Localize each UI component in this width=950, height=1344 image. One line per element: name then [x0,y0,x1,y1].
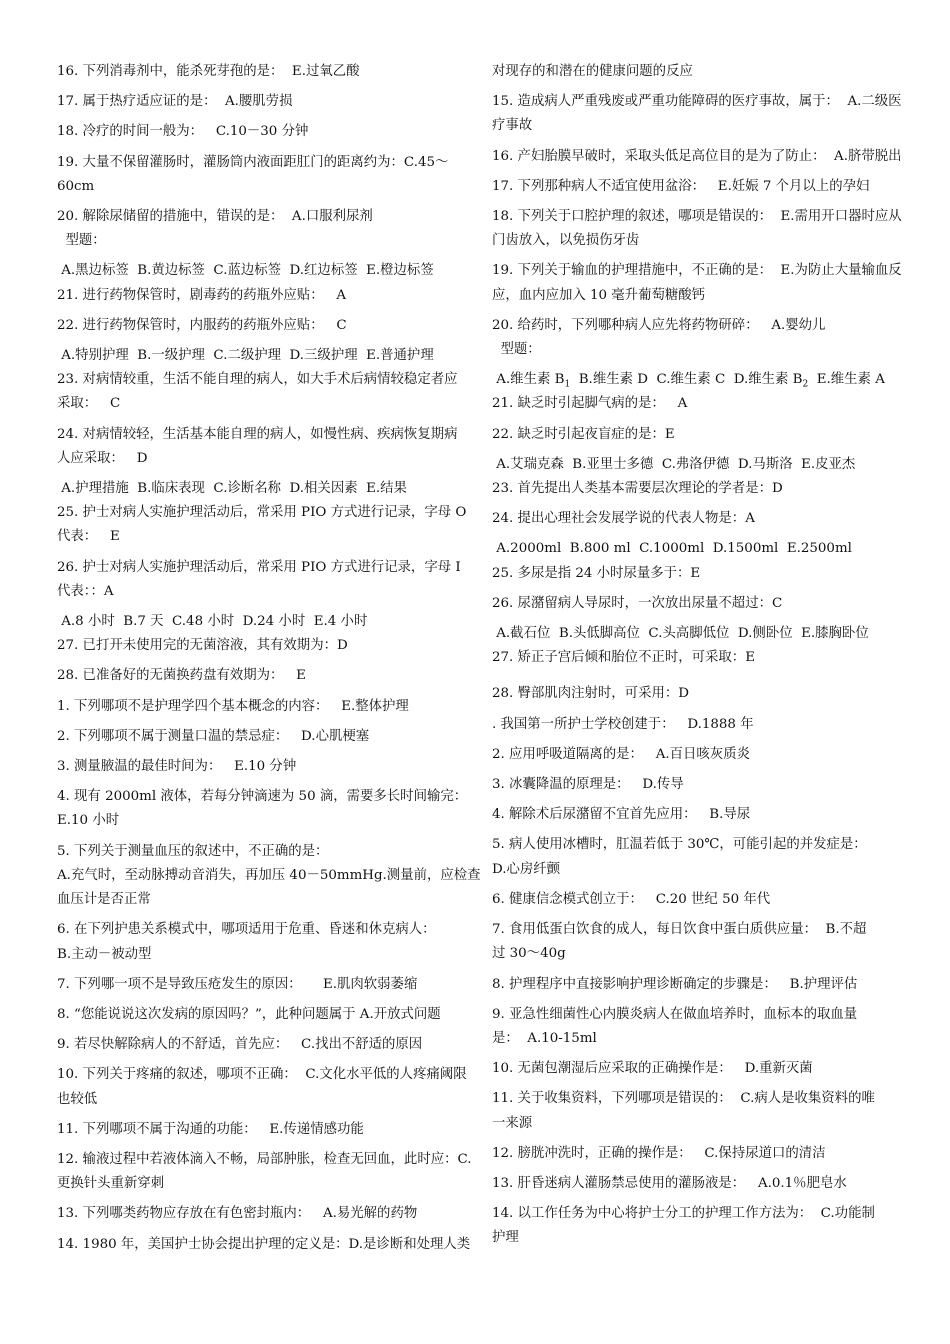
text-line: A.护理措施 B.临床表现 C.诊断名称 D.相关因素 E.结果 [57,481,407,497]
text-line: 5. 病人使用冰槽时，肛温若低于 30℃，可能引起的并发症是： [492,837,867,853]
text-line: A.黑边标签 B.黄边标签 C.蓝边标签 D.红边标签 E.橙边标签 [57,263,434,279]
text-line: 8. 护理程序中直接影响护理诊断确定的步骤是： B.护理评估 [492,976,858,992]
text-line: 22. 缺乏时引起夜盲症的是：E [492,426,675,442]
text-line: 20. 给药时，下列哪种病人应先将药物研碎： A.婴幼儿 [492,317,826,333]
text-line: 21. 缺乏时引起脚气病的是： A [492,396,688,412]
text-line: 28. 已准备好的无菌换药盘有效期为： E [57,668,306,684]
text-line: 18. 冷疗的时间一般为： C.10－30 分钟 [57,124,309,140]
text-line: 型题： [57,233,106,249]
text-line: . 我国第一所护士学校创建于： D.1888 年 [492,716,754,732]
text-line: 3. 冰囊降温的原理是： D.传导 [492,777,684,793]
text-line: E.10 小时 [57,813,120,829]
text-line: 11. 关于收集资料，下列哪项是错误的： C.病人是收集资料的唯 [492,1091,875,1107]
text-line: 26. 尿潴留病人导尿时，一次放出尿量不超过：C [492,595,783,611]
text-line: 22. 进行药物保管时，内服药的药瓶外应贴： C [57,317,347,333]
text-line: 也较低 [57,1091,98,1107]
text-line: 14. 以工作任务为中心将护士分工的护理工作方法为： C.功能制 [492,1206,875,1222]
text-line: 23. 对病情较重，生活不能自理的病人，如大手术后病情较稳定者应 [57,372,458,388]
text-line: 9. 亚急性细菌性心内膜炎病人在做血培养时，血标本的取血量 [492,1006,858,1022]
text-line: 18. 下列关于口腔护理的叙述，哪项是错误的： E.需用开口器时应从 [492,209,902,225]
text-line: 15. 造成病人严重残废或严重功能障碍的医疗事故，属于： A.二级医 [492,94,902,110]
text-line: 28. 臀部肌肉注射时，可采用：D [492,686,689,702]
left-column [57,60,485,1257]
text-line: A.8 小时 B.7 天 C.48 小时 D.24 小时 E.4 小时 [57,614,368,630]
text-line: 人应采取： D [57,450,148,466]
text-line: 4. 解除术后尿潴留不宜首先应用： B.导尿 [492,807,751,823]
text-line: 27. 已打开未使用完的无菌溶液，其有效期为：D [57,638,348,654]
text-line: 型题： [492,342,541,358]
text-line: 12. 输液过程中若液体滴入不畅，局部肿胀，检查无回血，此时应：C. [57,1151,472,1167]
text-line: 23. 首先提出人类基本需要层次理论的学者是：D [492,481,783,497]
text-line: 20. 解除尿储留的措施中，错误的是： A.口服利尿剂 [57,209,373,225]
text-line: 疗事故 [492,118,533,134]
text-line: 对现存的和潜在的健康问题的反应 [492,64,693,79]
text-line: 21. 进行药物保管时，剧毒药的药瓶外应贴： A [57,287,347,303]
text-line: 27. 矫正子宫后倾和胎位不正时，可采取：E [492,650,755,666]
text-line: 1. 下列哪项不是护理学四个基本概念的内容： E.整体护理 [57,698,409,714]
text-line: 代表：：A [57,583,114,599]
text-line: 是： A.10-15ml [492,1030,597,1046]
text-line: 24. 提出心理社会发展学说的代表人物是：A [492,511,755,527]
text-line: 13. 肝昏迷病人灌肠禁忌使用的灌肠液是： A.0.1％肥皂水 [492,1175,847,1191]
text-line: A.截石位 B.头低脚高位 C.头高脚低位 D.侧卧位 E.膝胸卧位 [492,626,869,642]
text-line: 19. 大量不保留灌肠时，灌肠筒内液面距肛门的距离约为：C.45～ [57,154,449,170]
text-line: 10. 下列关于疼痛的叙述，哪项不正确： C.文化水平低的人疼痛阈限 [57,1067,467,1083]
text-line: 6. 健康信念模式创立于： C.20 世纪 50 年代 [492,891,771,907]
text-line: 9. 若尽快解除病人的不舒适，首先应： C.找出不舒适的原因 [57,1037,423,1053]
text-line: 17. 下列那种病人不适宜使用盆浴： E.妊娠 7 个月以上的孕妇 [492,178,870,194]
text-line: 5. 下列关于测量血压的叙述中，不正确的是： [57,843,329,859]
text-line: 护理 [492,1230,519,1246]
text-line: 25. 护士对病人实施护理活动后，常采用 PIO 方式进行记录，字母 O [57,505,467,521]
text-line: 采取： C [57,396,121,412]
text-line: 16. 下列消毒剂中，能杀死芽孢的是： E.过氧乙酸 [57,64,360,79]
text-line: 26. 护士对病人实施护理活动后，常采用 PIO 方式进行记录，字母 I [57,559,461,575]
text-line: 一来源 [492,1115,533,1131]
text-line: 25. 多尿是指 24 小时尿量多于：E [492,565,701,581]
text-line: 8. “您能说说这次发病的原因吗？”，此种问题属于 A.开放式问题 [57,1006,441,1022]
text-line: A.特别护理 B.一级护理 C.二级护理 D.三级护理 E.普通护理 [57,348,434,364]
text-line: A.维生素 $B_1$ B.维生素 D C.维生素 C D.维生素 $B_2$ E.维生素 A [492,372,885,390]
text-line: 14. 1980 年，美国护士协会提出护理的定义是：D.是诊断和处理人类 [57,1236,471,1252]
text-line: 24. 对病情较轻，生活基本能自理的病人，如慢性病、疾病恢复期病 [57,426,458,442]
text-line: 过 30～40g [492,946,566,962]
text-line: 6. 在下列护患关系模式中，哪项适用于危重、昏迷和休克病人： [57,922,436,938]
text-line: A.艾瑞克森 B.亚里士多德 C.弗洛伊德 D.马斯洛 E.皮亚杰 [492,456,856,472]
text-line: 7. 下列哪一项不是导致压疮发生的原因： E.肌肉软弱萎缩 [57,976,418,992]
text-line: 2. 下列哪项不属于测量口温的禁忌症： D.心肌梗塞 [57,728,370,744]
text-line: 7. 食用低蛋白饮食的成人，每日饮食中蛋白质供应量： B.不超 [492,922,867,938]
text-line: 60cm [57,178,95,194]
text-line: 血压计是否正常 [57,892,151,908]
text-line: 19. 下列关于输血的护理措施中，不正确的是： E.为防止大量输血反 [492,263,902,279]
text-line: D.心房纤颤 [492,861,561,877]
text-line: A.2000ml B.800 ml C.1000ml D.1500ml E.2500ml [492,541,852,557]
text-line: 4. 现有 2000ml 液体，若每分钟滴速为 50 滴，需要多长时间输完： [57,789,468,805]
text-line: 16. 产妇胎膜早破时，采取头低足高位目的是为了防止： A.脐带脱出 [492,148,902,164]
text-line: A.充气时，至动脉搏动音消失，再加压 40－50mmHg.测量前，应检查 [57,867,481,883]
right-column [492,60,924,1251]
text-line: 更换针头重新穿刺 [57,1176,165,1192]
text-line: 13. 下列哪类药物应存放在有色密封瓶内： A.易光解的药物 [57,1206,418,1222]
text-line: 11. 下列哪项不属于沟通的功能： E.传递情感功能 [57,1121,364,1137]
text-line: 17. 属于热疗适应证的是： A.腰肌劳损 [57,94,293,110]
text-line: 2. 应用呼吸道隔离的是： A.百日咳灰质炎 [492,746,750,762]
text-line: B.主动－被动型 [57,946,152,962]
text-line: 10. 无菌包潮湿后应采取的正确操作是： D.重新灭菌 [492,1061,813,1077]
text-line: 应，血内应加入 10 毫升葡萄糖酸钙 [492,287,706,303]
text-line: 门齿放入，以免损伤牙齿 [492,233,640,249]
text-line: 12. 膀胱冲洗时，正确的操作是： C.保持尿道口的清洁 [492,1145,826,1161]
text-line: 3. 测量腋温的最佳时间为： E.10 分钟 [57,759,297,775]
text-line: 代表： E [57,529,120,545]
